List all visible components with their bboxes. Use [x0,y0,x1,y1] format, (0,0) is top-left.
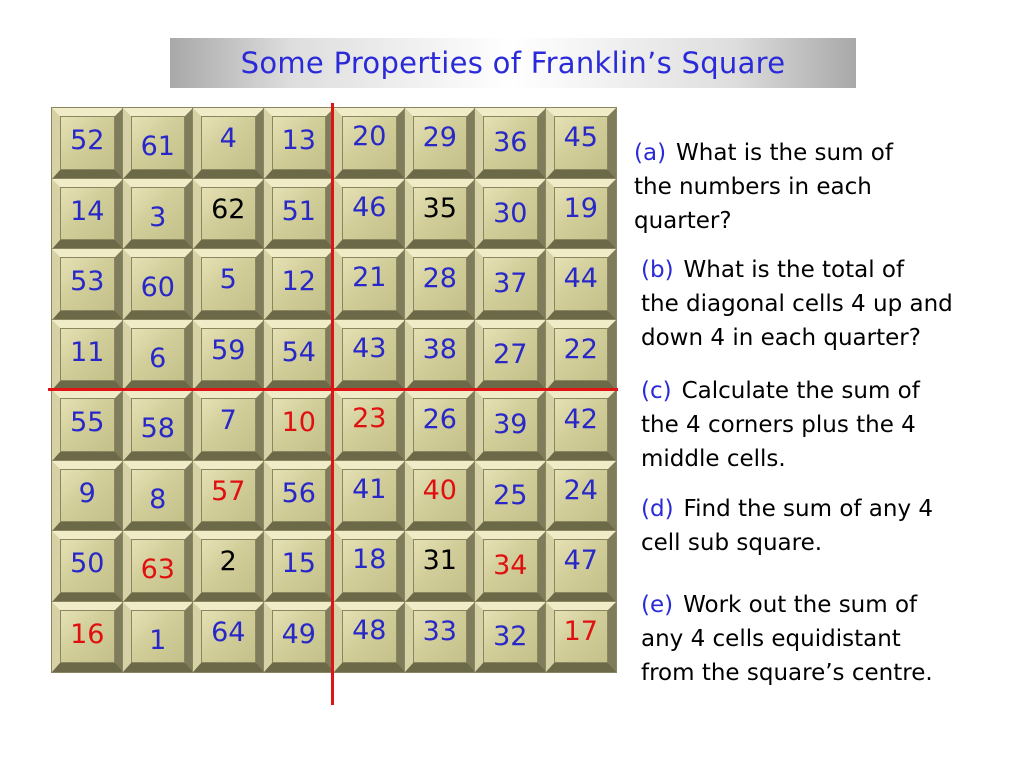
grid-number: 33 [422,615,457,647]
grid-number: 37 [493,268,528,300]
grid-number: 10 [281,407,316,439]
question-d-line-1-text: Find the sum of any 4 [683,496,934,522]
grid-number: 20 [352,121,387,153]
grid-number: 49 [281,618,316,650]
question-d-tag: (d) [641,496,674,522]
question-b-line-3: down 4 in each quarter? [641,325,921,351]
question-c-tag: (c) [641,378,672,404]
grid-number: 44 [563,263,598,295]
grid-number: 9 [78,477,96,509]
grid-number: 55 [70,407,105,439]
grid-number: 13 [281,125,316,157]
grid-number: 22 [563,333,598,365]
grid-number: 28 [422,263,457,295]
grid-number: 50 [70,548,105,580]
grid-number: 6 [149,342,167,374]
question-e-tag: (e) [641,592,674,618]
grid-number: 59 [211,334,246,366]
grid-number: 26 [422,404,457,436]
grid-number: 27 [493,338,528,370]
question-e-line-1 [641,588,933,622]
grid-number: 51 [281,195,316,227]
grid-number: 54 [281,336,316,368]
grid-number: 16 [70,618,105,650]
slide-title: Some Properties of Franklin’s Square [240,46,786,80]
grid-number: 15 [281,548,316,580]
grid-number: 14 [70,195,105,227]
grid-number: 4 [219,123,237,155]
question-c-line-2: the 4 corners plus the 4 [641,412,916,438]
question-d-line-1 [641,492,933,526]
grid-number: 52 [70,125,105,157]
question-d-line-2: cell sub square. [641,530,823,556]
grid-number: 64 [211,616,246,648]
grid-number: 63 [140,554,175,586]
grid-number: 57 [211,475,246,507]
grid-number: 11 [70,336,105,368]
grid-number: 62 [211,193,246,225]
grid-number: 56 [281,477,316,509]
grid-number: 43 [352,332,387,364]
title-bar [170,38,856,88]
grid-number: 17 [563,615,598,647]
grid-number: 46 [352,191,387,223]
grid-number: 2 [219,546,237,578]
question-a-line-3: quarter? [634,208,732,234]
grid-number: 35 [422,192,457,224]
grid-number: 7 [219,405,237,437]
question-c-line-1 [641,374,920,408]
grid-number: 23 [352,403,387,435]
question-a-line-2: the numbers in each [634,174,872,200]
question-e-line-1-text: Work out the sum of [683,592,918,618]
grid-number: 29 [422,122,457,154]
grid-number: 34 [493,550,528,582]
grid-number: 24 [563,474,598,506]
grid-number: 21 [352,262,387,294]
question-e-line-2: any 4 cells equidistant [641,626,901,652]
question-b-tag: (b) [641,257,674,283]
question-b-line-1-text: What is the total of [683,257,905,283]
question-e-line-3: from the square’s centre. [641,660,933,686]
question-b-line-1 [641,253,953,287]
grid-number: 60 [140,272,175,304]
question-a [634,136,893,238]
vertical-divider-line [331,103,334,705]
grid-number: 58 [140,413,175,445]
grid-number: 61 [140,131,175,163]
grid-number: 47 [563,545,598,577]
grid-number: 5 [219,264,237,296]
grid-number: 40 [422,474,457,506]
question-e [641,588,933,690]
grid-number: 25 [493,479,528,511]
question-b-line-2: the diagonal cells 4 up and [641,291,953,317]
question-a-line-1 [634,136,893,170]
horizontal-divider-line [48,388,618,391]
grid-number: 12 [281,266,316,298]
grid-number: 30 [493,197,528,229]
question-a-tag: (a) [634,140,667,166]
question-c [641,374,920,476]
grid-number: 8 [149,483,167,515]
grid-number: 1 [149,624,167,656]
grid-number: 45 [563,122,598,154]
grid-number: 18 [352,544,387,576]
question-d [641,492,933,560]
grid-number: 48 [352,614,387,646]
grid-number: 19 [563,192,598,224]
grid-number: 3 [149,201,167,233]
grid-number: 39 [493,409,528,441]
grid-number: 41 [352,473,387,505]
grid-number: 42 [563,404,598,436]
grid-number: 53 [70,266,105,298]
grid-number: 36 [493,127,528,159]
question-b [641,253,953,355]
question-c-line-3: middle cells. [641,446,786,472]
grid-number: 38 [422,333,457,365]
question-a-line-1-text: What is the sum of [676,140,893,166]
question-c-line-1-text: Calculate the sum of [681,378,920,404]
grid-number: 31 [422,545,457,577]
grid-number: 32 [493,620,528,652]
